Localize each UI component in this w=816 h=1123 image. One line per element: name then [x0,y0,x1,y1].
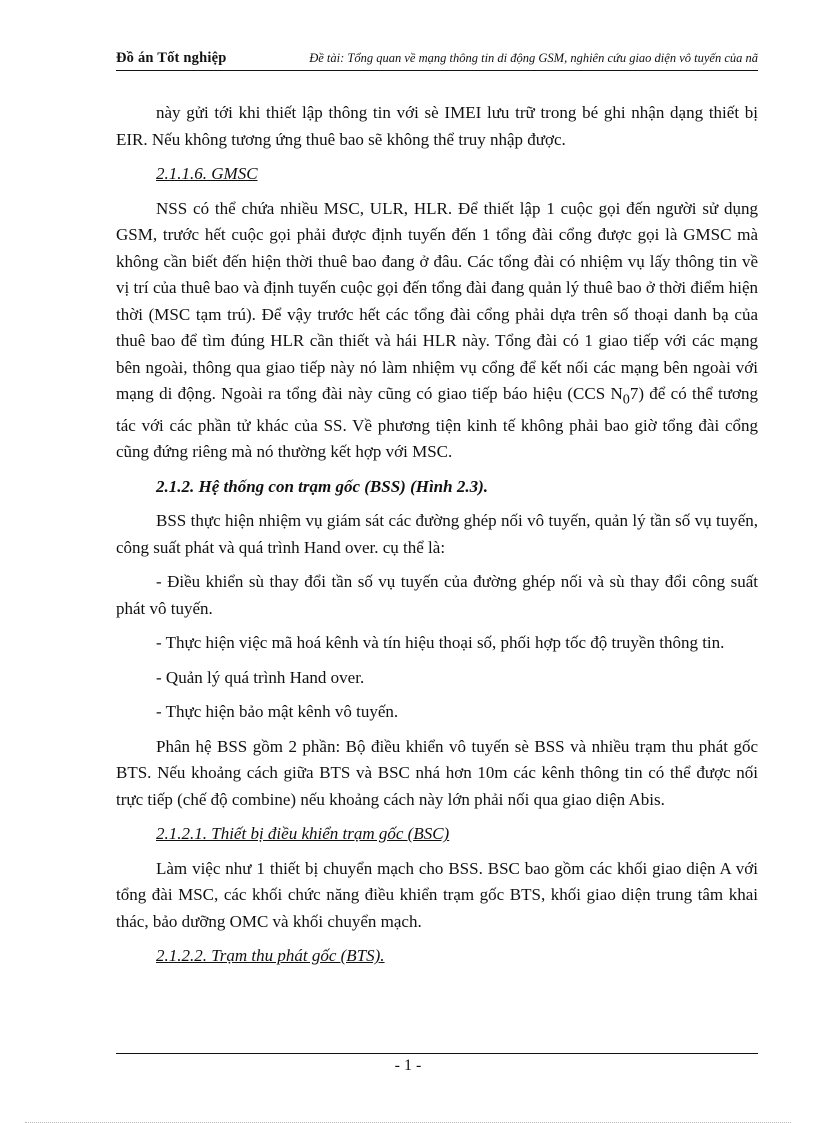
section-heading-bss: 2.1.2. Hệ thống con trạm gốc (BSS) (Hình 2.3). [156,476,489,496]
paragraph-gmsc-subscript: 0 [622,391,630,408]
paragraph-gmsc-part2: 7) để có thể tương tác với các phần tử khác của SS. Về phương tiện kinh tế không phải bao giờ tổng đài cổng cũng đứng riêng mà nó thường kết hợp với MSC. [116,384,758,462]
bullet-frequency-control: - Điều khiển sù thay đổi tần số vụ tuyến của đường ghép nối và sù thay đổi công suất phát vô tuyến. [116,572,758,618]
bullet-security: - Thực hiện bảo mật kênh vô tuyến. [156,702,399,722]
footer-rule [116,1053,758,1054]
paragraph-bss-parts: Phân hệ BSS gồm 2 phần: Bộ điều khiển vô tuyến sè BSS và nhiều trạm thu phát gốc BTS. Nếu khoảng cách giữa BTS và BSC nhá hơn 10m các kênh thông tin có thể được nối trực tiếp (chế độ combine) nếu khoảng cách này lớn phải nối qua giao diện Abis. [116,736,758,809]
paragraph-gmsc [116,196,758,466]
paragraph-imei: này gửi tới khi thiết lập thông tin với sè IMEI lưu trữ trong bé ghi nhận dạng thiết bị EIR. Nếu không tương ứng thuê bao sẽ không thể truy nhập được. [116,103,758,149]
header-topic: Đề tài: Tổng quan về mạng thông tin di động GSM, nghiên cứu giao diện vô tuyến của nã [309,51,758,65]
paragraph-bss-intro: BSS thực hiện nhiệm vụ giám sát các đường ghép nối vô tuyến, quản lý tần số vụ tuyến, công suất phát và quá trình Hand over. cụ thể là: [116,511,758,557]
subsection-heading-gmsc: 2.1.1.6. GMSC [156,164,258,183]
header-document-type: Đồ án Tốt nghiệp [116,50,227,66]
paragraph-bsc: Làm việc như 1 thiết bị chuyển mạch cho BSS. BSC bao gồm các khối giao diện A với tổng đài MSC, các khối chức năng điều khiển trạm gốc BTS, khối giao diện trung tâm khai thác, bảo dưỡng OMC và khối chuyển mạch. [116,858,758,931]
subsection-heading-bts: 2.1.2.2. Trạm thu phát gốc (BTS). [156,946,385,966]
page-header [116,50,758,71]
subsection-heading-bsc: 2.1.2.1. Thiết bị điều khiển trạm gốc (BSC) [156,824,450,844]
page-number: - 1 - [394,1057,422,1074]
bullet-handover: - Quản lý quá trình Hand over. [156,667,365,687]
document-body [116,100,758,970]
bullet-channel-coding: - Thực hiện việc mã hoá kênh và tín hiệu thoại số, phối hợp tốc độ truyền thông tin. [156,633,725,653]
paragraph-gmsc-part1: NSS có thể chứa nhiều MSC, ULR, HLR. Để thiết lập 1 cuộc gọi đến người sử dụng GSM, trước hết cuộc gọi phải được định tuyến đến 1 tổng đài cổng được gọi là GMSC mà không cần biết đến hiện thời thuê bao đang ở đâu. Các tổng đài có nhiệm vụ lấy thông tin về vị trí của thuê bao và định tuyến cuộc gọi đến tổng đài đang quản lý thuê bao ở thời điểm hiện thời (MSC tạm trú). Để vậy trước hết các tổng đài cổng phải dựa trên số thoại danh bạ của thuê bao để tìm đúng HLR cần thiết và hái HLR này. Tổng đài có 1 giao tiếp với các mạng bên ngoài, thông qua giao tiếp này nó làm nhiệm vụ cổng để kết nối các mạng bên ngoài với mạng di động. Ngoài ra tổng đài này cũng có giao tiếp báo hiệu (CCS N [116,198,758,403]
